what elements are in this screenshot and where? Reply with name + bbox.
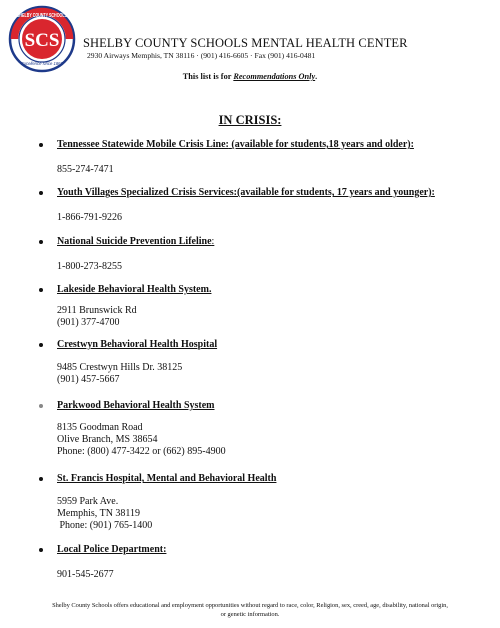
resource-phone: (901) 377-4700 bbox=[57, 317, 120, 328]
resource-address: 2911 Brunswick Rd bbox=[57, 305, 137, 316]
resource-address: 8135 Goodman Road bbox=[57, 422, 143, 433]
note-emphasis: Recommendations Only bbox=[233, 72, 316, 81]
resource-city: Olive Branch, MS 38654 bbox=[57, 434, 158, 445]
resource-phone: 855-274-7471 bbox=[57, 164, 114, 175]
resource-name bbox=[57, 236, 214, 247]
footer-line: Shelby County Schools offers educational and employment opportunities without regard to race, color, Religion, sex, creed, age, disability, national origin, bbox=[52, 602, 448, 609]
resource-qualifier: (available for students,18 years and older): bbox=[231, 139, 414, 150]
bullet-icon bbox=[39, 404, 43, 408]
resource-address: 5959 Park Ave. bbox=[57, 496, 119, 507]
bullet-icon bbox=[39, 477, 43, 481]
logo-ring-text: SHELBY COUNTY SCHOOLS bbox=[17, 13, 68, 19]
resource-name: Local Police Department: bbox=[57, 544, 167, 555]
resource-phone: Phone: (901) 765-1400 bbox=[57, 520, 153, 531]
note-suffix: . bbox=[315, 72, 318, 81]
section-heading: IN CRISIS: bbox=[218, 113, 282, 127]
header-address: 2930 Airways Memphis, TN 38116 · (901) 416-6605 · Fax (901) 416-0481 bbox=[87, 51, 316, 60]
bullet-icon bbox=[39, 343, 43, 347]
resource-qualifier: (available for students, 17 years and younger): bbox=[237, 187, 435, 198]
resource-name bbox=[57, 187, 435, 198]
bullet-icon bbox=[39, 191, 43, 195]
resource-name: Parkwood Behavioral Health System bbox=[57, 400, 215, 411]
resource-name-text: Youth Villages Specialized Crisis Services: bbox=[57, 187, 237, 198]
logo-tagline: Excellence since 1867 bbox=[21, 61, 63, 66]
header-title: SHELBY COUNTY SCHOOLS MENTAL HEALTH CENTER bbox=[83, 36, 408, 50]
note-prefix: This list is for bbox=[182, 72, 234, 81]
resource-name-suffix: : bbox=[211, 236, 215, 247]
footer-notice bbox=[0, 602, 500, 619]
logo-initials: SCS bbox=[24, 30, 60, 51]
resource-name: St. Francis Hospital, Mental and Behavioral Health bbox=[57, 473, 277, 484]
resource-phone: (901) 457-5667 bbox=[57, 374, 120, 385]
resource-address: 9485 Crestwyn Hills Dr. 38125 bbox=[57, 362, 183, 373]
scs-logo bbox=[8, 5, 76, 73]
resource-phone: 901-545-2677 bbox=[57, 569, 114, 580]
recommendation-note bbox=[0, 72, 500, 81]
bullet-icon bbox=[39, 143, 43, 147]
footer-line: or genetic information. bbox=[220, 610, 280, 618]
resource-name-text: Tennessee Statewide Mobile Crisis Line: bbox=[57, 139, 229, 150]
resource-name bbox=[57, 139, 414, 150]
bullet-icon bbox=[39, 548, 43, 552]
resource-phone: 1-866-791-9226 bbox=[57, 212, 122, 223]
resource-city: Memphis, TN 38119 bbox=[57, 508, 141, 519]
bullet-icon bbox=[39, 240, 43, 244]
resource-phone: 1-800-273-8255 bbox=[57, 261, 122, 272]
resource-name: Crestwyn Behavioral Health Hospital bbox=[57, 339, 218, 350]
resource-name-text: National Suicide Prevention Lifeline bbox=[57, 236, 212, 247]
resource-name: Lakeside Behavioral Health System. bbox=[57, 284, 212, 295]
bullet-icon bbox=[39, 288, 43, 292]
resource-phone: Phone: (800) 477-3422 or (662) 895-4900 bbox=[57, 446, 226, 457]
